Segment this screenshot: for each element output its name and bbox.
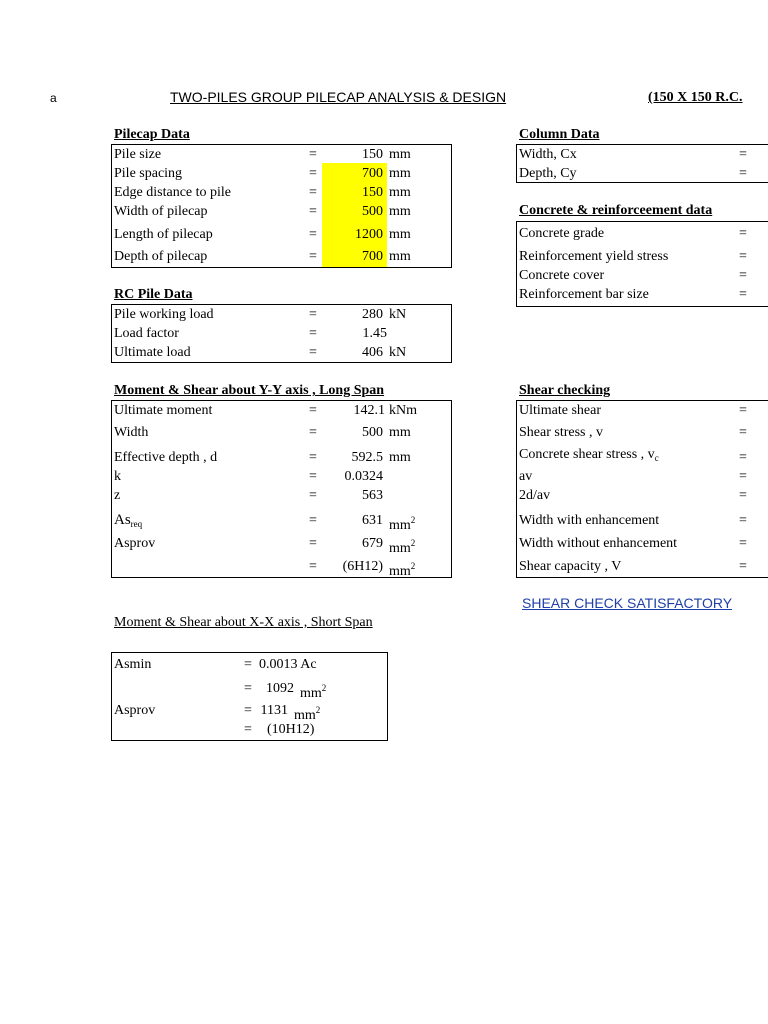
- row-value: 500: [362, 425, 383, 440]
- page-title-right: (150 X 150 R.C.: [648, 90, 743, 105]
- row-equals: =: [739, 450, 747, 465]
- row-equals: =: [309, 307, 317, 322]
- row-label: Width of pilecap: [114, 204, 208, 219]
- row-value: 563: [362, 488, 383, 503]
- row-equals: =: [739, 403, 747, 418]
- row-value: 1131: [260, 703, 288, 718]
- row-equals: =: [244, 703, 252, 718]
- row-label: Ultimate moment: [114, 403, 213, 418]
- table-row: [112, 305, 451, 324]
- unit-superscript: 2: [410, 515, 416, 525]
- row-unit: kN: [389, 307, 407, 322]
- table-row: [112, 534, 451, 556]
- row-value: 406: [362, 345, 383, 360]
- row-value[interactable]: 150: [362, 185, 383, 200]
- row-label: Load factor: [114, 326, 179, 341]
- row-equals: =: [309, 345, 317, 360]
- unit-text: mm: [389, 518, 411, 533]
- shear-heading: Shear checking: [519, 383, 611, 398]
- pile-heading: RC Pile Data: [114, 287, 193, 302]
- table-row: [112, 511, 451, 533]
- unit-superscript: 2: [410, 561, 416, 571]
- label-subscript: c: [654, 453, 659, 463]
- row-equals: =: [309, 536, 317, 551]
- row-equals: =: [739, 249, 747, 264]
- row-label: Reinforcement bar size: [519, 287, 649, 302]
- table-row: [112, 225, 451, 244]
- table-row: [112, 679, 387, 701]
- row-equals: =: [309, 326, 317, 341]
- row-label: z: [114, 488, 121, 503]
- row-equals: =: [309, 166, 317, 181]
- table-row: [517, 164, 768, 183]
- pilecap-table: [111, 144, 452, 268]
- row-label: [519, 445, 659, 468]
- table-row: [517, 401, 768, 420]
- row-unit: mm: [389, 227, 411, 242]
- row-equals: =: [244, 681, 252, 696]
- row-unit: [389, 534, 415, 558]
- row-label: Length of pilecap: [114, 227, 213, 242]
- table-row: [112, 324, 451, 343]
- as-symbol: As: [114, 512, 131, 528]
- table-row: [517, 145, 768, 164]
- row-equals: =: [309, 488, 317, 503]
- table-row: [517, 486, 768, 505]
- column-table: [516, 144, 768, 183]
- unit-text: mm: [389, 541, 411, 556]
- row-unit: mm: [389, 166, 411, 181]
- table-row: [112, 183, 451, 202]
- row-value[interactable]: 500: [362, 204, 383, 219]
- row-equals: =: [309, 425, 317, 440]
- row-value[interactable]: 700: [362, 166, 383, 181]
- table-row: [517, 224, 768, 243]
- row-equals: =: [739, 268, 747, 283]
- row-label: Asmin: [114, 657, 152, 672]
- row-equals: =: [309, 249, 317, 264]
- table-row: [112, 164, 451, 183]
- corner-mark: a: [50, 91, 57, 105]
- row-label: 2d/av: [519, 488, 551, 503]
- table-row: [112, 343, 451, 362]
- row-value: 1092: [266, 681, 294, 696]
- row-value: 280: [362, 307, 383, 322]
- row-label: Shear capacity , V: [519, 559, 622, 574]
- table-row: [517, 557, 768, 576]
- row-equals: =: [739, 226, 747, 241]
- row-label: Asprov: [114, 703, 156, 718]
- row-unit: mm: [389, 147, 411, 162]
- row-text: 0.0013 Ac: [259, 657, 317, 672]
- table-row: [517, 534, 768, 553]
- row-label: Concrete grade: [519, 226, 605, 241]
- row-label: Pile spacing: [114, 166, 183, 181]
- page-title: TWO-PILES GROUP PILECAP ANALYSIS & DESIGN: [170, 89, 507, 105]
- table-row: [112, 423, 451, 442]
- unit-text: mm: [294, 708, 316, 723]
- moment-xx-table: [111, 652, 388, 741]
- row-equals: =: [309, 227, 317, 242]
- unit-superscript: 2: [410, 538, 416, 548]
- concrete-heading: Concrete & reinforceement data: [519, 203, 713, 218]
- row-equals: =: [739, 536, 747, 551]
- row-equals: =: [739, 488, 747, 503]
- row-label: Concrete cover: [519, 268, 605, 283]
- row-equals: =: [309, 513, 317, 528]
- concrete-table: [516, 221, 768, 307]
- row-equals: =: [309, 403, 317, 418]
- row-label: Edge distance to pile: [114, 185, 232, 200]
- row-value: 679: [362, 536, 383, 551]
- row-label: Width, Cx: [519, 147, 577, 162]
- table-row: [517, 467, 768, 486]
- row-label: Pile size: [114, 147, 162, 162]
- table-row: [112, 202, 451, 221]
- row-unit: [389, 557, 415, 581]
- unit-superscript: 2: [315, 705, 321, 715]
- row-label: Ultimate load: [114, 345, 191, 360]
- row-text: (10H12): [267, 722, 315, 737]
- table-row: [517, 423, 768, 442]
- row-label: Width without enhancement: [519, 536, 678, 551]
- row-unit: mm: [389, 204, 411, 219]
- row-value: 1.45: [362, 326, 387, 341]
- moment-xx-heading: Moment & Shear about X-X axis , Short Span: [114, 615, 373, 630]
- row-label: Depth, Cy: [519, 166, 577, 181]
- row-unit: mm: [389, 249, 411, 264]
- row-label: k: [114, 469, 121, 484]
- row-value: 150: [362, 147, 383, 162]
- row-equals: =: [309, 147, 317, 162]
- row-unit: mm: [389, 450, 411, 465]
- row-equals: =: [309, 204, 317, 219]
- table-row: [517, 266, 768, 285]
- table-row: [112, 486, 451, 505]
- row-label: Width: [114, 425, 149, 440]
- row-unit: kN: [389, 345, 407, 360]
- table-row: [517, 247, 768, 266]
- table-row: [112, 448, 451, 467]
- row-value[interactable]: 1200: [355, 227, 383, 242]
- column-heading: Column Data: [519, 127, 600, 142]
- pile-table: [111, 304, 452, 363]
- row-equals: =: [309, 185, 317, 200]
- row-equals: =: [739, 287, 747, 302]
- unit-text: mm: [300, 686, 322, 701]
- row-label: Shear stress , v: [519, 425, 603, 440]
- unit-text: mm: [389, 564, 411, 579]
- shear-check-result: SHEAR CHECK SATISFACTORY: [522, 595, 733, 611]
- row-unit: mm: [389, 185, 411, 200]
- row-unit: [300, 679, 326, 703]
- row-equals: =: [739, 425, 747, 440]
- row-label: Reinforcement yield stress: [519, 249, 669, 264]
- table-row: [517, 511, 768, 530]
- row-equals: =: [309, 559, 317, 574]
- table-row: [517, 285, 768, 304]
- row-label: av: [519, 469, 533, 484]
- row-unit: mm: [389, 425, 411, 440]
- table-row: [112, 247, 451, 266]
- row-label: Width with enhancement: [519, 513, 660, 528]
- table-row: [517, 445, 768, 464]
- moment-yy-table: [111, 400, 452, 578]
- row-equals: =: [309, 469, 317, 484]
- table-row: [112, 557, 451, 579]
- row-equals: =: [739, 166, 747, 181]
- row-equals: =: [309, 450, 317, 465]
- row-value: 142.1: [353, 403, 385, 418]
- moment-yy-heading: Moment & Shear about Y-Y axis , Long Span: [114, 383, 385, 398]
- table-row: [112, 720, 387, 739]
- table-row: [112, 401, 451, 420]
- row-label: Pile working load: [114, 307, 214, 322]
- row-value[interactable]: 700: [362, 249, 383, 264]
- row-label: Ultimate shear: [519, 403, 602, 418]
- row-label: Asprov: [114, 536, 156, 551]
- shear-table: [516, 400, 768, 578]
- row-equals: =: [739, 513, 747, 528]
- row-label: Effective depth , d: [114, 450, 218, 465]
- pilecap-heading: Pilecap Data: [114, 127, 190, 142]
- row-equals: =: [244, 657, 252, 672]
- row-equals: =: [739, 147, 747, 162]
- row-unit: [389, 511, 415, 535]
- table-row: [112, 701, 387, 723]
- row-label: Depth of pilecap: [114, 249, 208, 264]
- row-equals: =: [739, 469, 747, 484]
- row-equals: =: [739, 559, 747, 574]
- label-text: Concrete shear stress , v: [519, 447, 655, 462]
- unit-superscript: 2: [321, 683, 327, 693]
- row-unit: kNm: [389, 403, 417, 418]
- row-value: (6H12): [342, 559, 383, 574]
- row-value: 0.0324: [344, 469, 383, 484]
- table-row: [112, 655, 387, 674]
- row-value: 631: [362, 513, 383, 528]
- row-value: 592.5: [351, 450, 383, 465]
- table-row: [112, 145, 451, 164]
- row-label: [114, 511, 142, 534]
- row-equals: =: [244, 722, 252, 737]
- as-subscript: req: [130, 519, 143, 529]
- table-row: [112, 467, 451, 486]
